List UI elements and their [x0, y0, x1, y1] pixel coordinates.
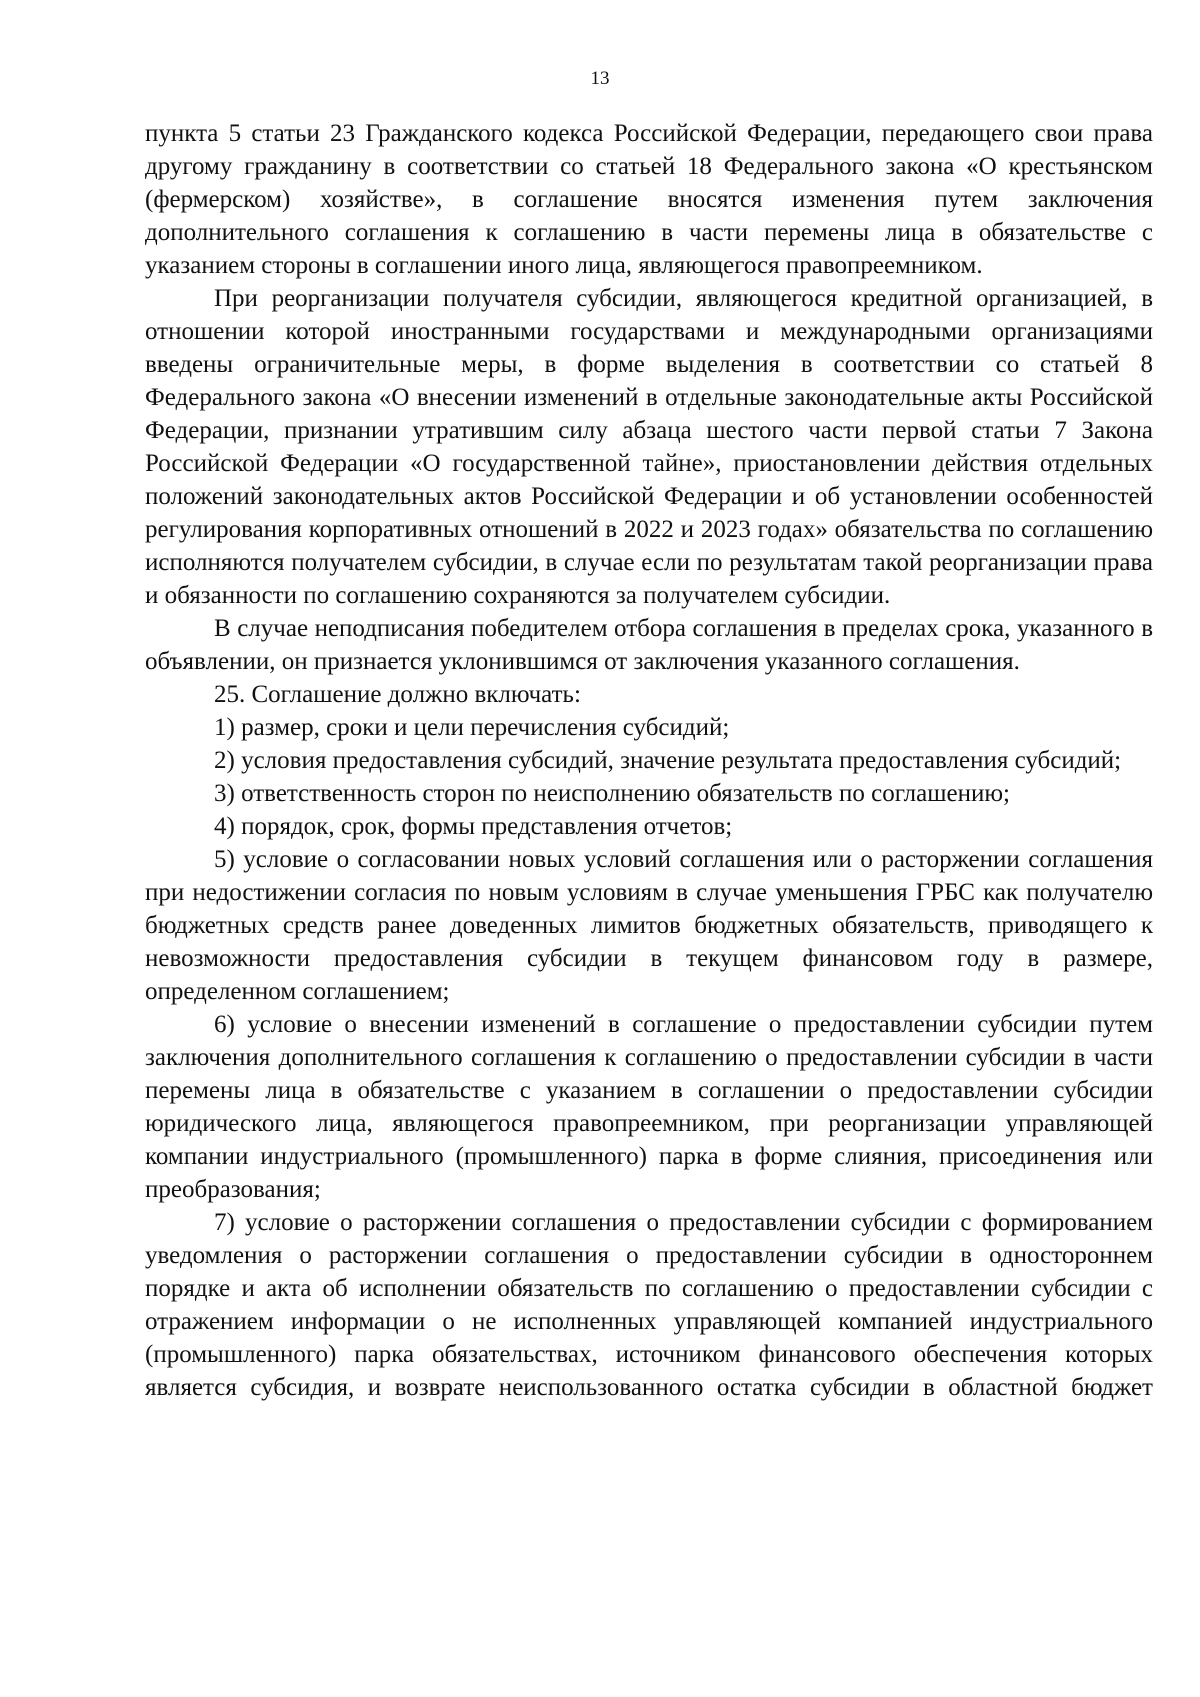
paragraph-reorganization: При реорганизации получателя субсидии, являющегося кредитной организацией, в отношении которой иностранными государствами и международными организациями введены ограничительные меры, в форме выделения в соответствии со статьей 8 Федерального закона «О внесении изменений в отдельные законодательные акты Российской Федерации, признании утратившим силу абзаца шестого части первой статьи 7 Закона Российской Федерации «О государственной тайне», приостановлении действия отдельных положений законодательных актов Российской Федерации и об установлении особенностей регулирования корпоративных отношений в 2022 и 2023 годах» обязательства по соглашению исполняются получателем субсидии, в случае если по результатам такой реорганизации права и обязанности по соглашению сохраняются за получателем субсидии. — [145, 285, 1153, 609]
list-item-7: 7) условие о расторжении соглашения о предоставлении субсидии с формированием уведомления о расторжении соглашения о предоставлении субсидии в одностороннем порядке и акта об исполнении обязательств по соглашению о предоставлении субсидии с отражением информации о не исполненных управляющей компанией индустриального (промышленного) парка обязательствах, источником финансового обеспечения которых является субсидия, и возврате неиспользованного остатка субсидии в областной бюджет — [145, 1209, 1153, 1401]
clause-25-heading: 25. Соглашение должно включать: — [214, 681, 581, 708]
document-body — [145, 117, 1153, 1404]
list-item-6: 6) условие о внесении изменений в соглашение о предоставлении субсидии путем заключения дополнительного соглашения к соглашению о предоставлении субсидии в части перемены лица в обязательстве с указанием в соглашении о предоставлении субсидии юридического лица, являющегося правопреемником, при реорганизации управляющей компании индустриального (промышленного) парка в форме слияния, присоединения или преобразования; — [145, 1011, 1153, 1203]
paragraph-continuation: пункта 5 статьи 23 Гражданского кодекса Российской Федерации, передающего свои права другому гражданину в соответствии со статьей 18 Федерального закона «О крестьянском (фермерском) хозяйстве», в соглашение вносятся изменения путем заключения дополнительного соглашения к соглашению в части перемены лица в обязательстве с указанием стороны в соглашении иного лица, являющегося правопреемником. — [145, 120, 1153, 279]
list-item-3: 3) ответственность сторон по неисполнению обязательств по соглашению; — [214, 780, 1010, 807]
list-item-1: 1) размер, сроки и цели перечисления субсидий; — [214, 714, 730, 741]
paragraph-unsigned-agreement: В случае неподписания победителем отбора соглашения в пределах срока, указанного в объявлении, он признается уклонившимся от заключения указанного соглашения. — [145, 615, 1153, 675]
list-item-2: 2) условия предоставления субсидий, значение результата предоставления субсидий; — [214, 747, 1122, 774]
list-item-5: 5) условие о согласовании новых условий соглашения или о расторжении соглашения при недостижении согласия по новым условиям в случае уменьшения ГРБС как получателю бюджетных средств ранее доведенных лимитов бюджетных обязательств, приводящего к невозможности предоставления субсидии в текущем финансовом году в размере, определенном соглашением; — [145, 846, 1153, 1005]
page-number: 13 — [590, 68, 610, 89]
list-item-4: 4) порядок, срок, формы представления отчетов; — [214, 813, 733, 840]
